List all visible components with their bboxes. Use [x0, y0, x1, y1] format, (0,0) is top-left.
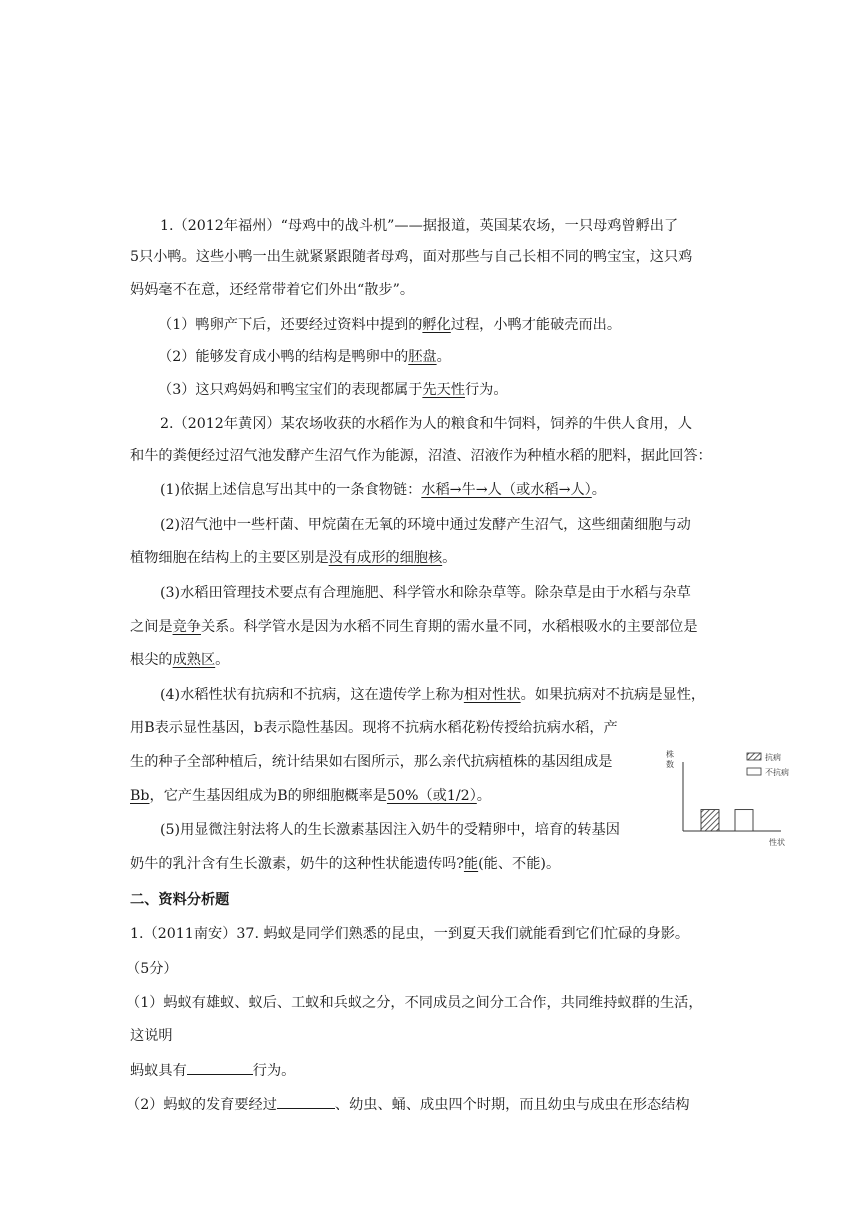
answer: 孵化: [422, 317, 451, 333]
y-axis-label-char1: 株: [666, 750, 674, 759]
text: 行为。: [252, 1063, 296, 1079]
text: 奶牛的乳汁含有生长激素，奶牛的这种性状能遗传吗?: [130, 856, 464, 872]
q2-part3-line2: [130, 617, 698, 637]
text: ，它产生基因组成为B的卵细胞概率是: [149, 788, 387, 804]
text: 蚂蚁具有: [130, 1063, 187, 1079]
text: 关系。科学管水是因为水稻不同生育期的需水量不同，水稻根吸水的主要部位是: [200, 619, 698, 635]
q3-part2-line1: [126, 1094, 690, 1115]
q2-part3-line1: (3)水稻田管理技术要点有合理施肥、科学管水和除杂草等。除杂草是由于水稻与杂草: [160, 585, 691, 601]
text: 之间是: [130, 619, 173, 635]
text: 根尖的: [130, 652, 173, 668]
legend-swatch-not-resistant: [747, 768, 761, 775]
text: (4)水稻性状有抗病和不抗病，这在遗传学上称为: [160, 687, 464, 703]
answer: Bb: [130, 788, 150, 804]
legend-label-disease-resistant: 抗病: [765, 753, 781, 762]
text: 植物细胞在结构上的主要区别是: [130, 550, 329, 566]
answer: 50%（或1/2）: [386, 788, 477, 804]
answer: 先天性: [422, 382, 465, 398]
q1-line3: 妈妈毫不在意，还经常带着它们外出“散步”。: [130, 282, 415, 298]
section-title: 二、资料分析题: [130, 892, 230, 908]
text: 、幼虫、蛹、成虫四个时期，而且幼虫与成虫在形态结构: [334, 1097, 690, 1113]
q2-part2-line2: [130, 548, 456, 568]
text: 行为。: [464, 382, 508, 398]
q1-part3: [158, 380, 508, 400]
answer: 成熟区: [172, 652, 216, 668]
text: (1)依据上述信息写出其中的一条食物链：: [160, 482, 422, 498]
q1-part2: [158, 347, 451, 367]
text: 。: [476, 788, 491, 804]
text: 。如果抗病对不抗病是显性，: [520, 687, 706, 703]
q2-part4-line1: [160, 685, 705, 705]
q1-part1: [158, 315, 621, 335]
answer: 没有成形的细胞核: [328, 550, 443, 566]
q2-part4-line4: [130, 786, 491, 806]
q2-part1: [160, 480, 606, 500]
bars: [701, 810, 753, 831]
legend-label-not-resistant: 不抗病: [765, 768, 789, 777]
answer: 能: [463, 856, 479, 872]
q2-line2: 和牛的粪便经过沼气池发酵产生沼气作为能源，沼渣、沼液作为种植水稻的肥料，据此回答：: [130, 448, 712, 464]
q3-line2: （5分）: [126, 961, 178, 977]
q2-part4-line2: 用B表示显性基因，b表示隐性基因。现将不抗病水稻花粉传授给抗病水稻，产: [130, 720, 618, 736]
bar-disease-resistant: [701, 810, 719, 831]
text: 。: [436, 349, 451, 365]
q2-line1: 2.（2012年黄冈）某农场收获的水稻作为人的粮食和牛饲料，饲养的牛供人食用，人: [160, 416, 693, 432]
answer: 竞争: [172, 619, 201, 635]
text: 过程，小鸭才能破壳而出。: [450, 317, 622, 333]
legend-swatch-disease-resistant: [747, 753, 761, 760]
q2-part3-line3: [130, 650, 229, 670]
chart-svg: [663, 748, 813, 848]
text: (能、不能)。: [478, 856, 561, 872]
q3-line1: 1.（2011南安）37. 蚂蚁是同学们熟悉的昆虫，一到夏天我们就能看到它们忙碌的身影。: [130, 926, 690, 942]
text: 。: [442, 550, 457, 566]
text: （1）鸭卵产下后，还要经过资料中提到的: [158, 317, 423, 333]
answer: 水稻→牛→人（或水稻→人）: [421, 482, 592, 498]
text: 。: [591, 482, 606, 498]
answer-blank[interactable]: [187, 1060, 253, 1075]
answer: 相对性状: [463, 687, 521, 703]
bar-not-resistant: [735, 810, 753, 831]
q3-part1-line2: 这说明: [130, 1028, 173, 1044]
q3-part1-line3: [130, 1060, 295, 1081]
text: （3）这只鸡妈妈和鸭宝宝们的表现都属于: [158, 382, 423, 398]
q1-line1: 1.（2012年福州）“母鸡中的战斗机”——据报道，英国某农场，一只母鸡曾孵出了: [160, 218, 679, 234]
text: （2）能够发育成小鸭的结构是鸭卵中的: [158, 349, 409, 365]
q1-line2: 5只小鸭。这些小鸭一出生就紧紧跟随者母鸡，面对那些与自己长相不同的鸭宝宝，这只鸡: [130, 249, 693, 265]
q3-part1-line1: （1）蚂蚁有雄蚁、蚁后、工蚁和兵蚁之分，不同成员之间分工合作，共同维持蚁群的生活，: [126, 995, 703, 1011]
x-axis-label: 性状: [769, 838, 785, 847]
text: 。: [215, 652, 230, 668]
y-axis-label-char2: 数: [666, 760, 674, 769]
text: （2）蚂蚁的发育要经过: [126, 1097, 277, 1113]
q2-part5-line1: (5)用显微注射法将人的生长激素基因注入奶牛的受精卵中，培育的转基因: [160, 822, 620, 838]
q2-part5-line2: [130, 854, 560, 874]
answer-blank[interactable]: [277, 1094, 335, 1109]
q2-part4-line3: 生的种子全部种植后，统计结果如右图所示，那么亲代抗病植株的基因组成是: [130, 754, 613, 770]
answer: 胚盘: [408, 349, 437, 365]
q2-part2-line1: (2)沼气池中一些杆菌、甲烷菌在无氧的环境中通过发酵产生沼气，这些细菌细胞与动: [160, 517, 691, 533]
bar-chart: [663, 748, 813, 848]
